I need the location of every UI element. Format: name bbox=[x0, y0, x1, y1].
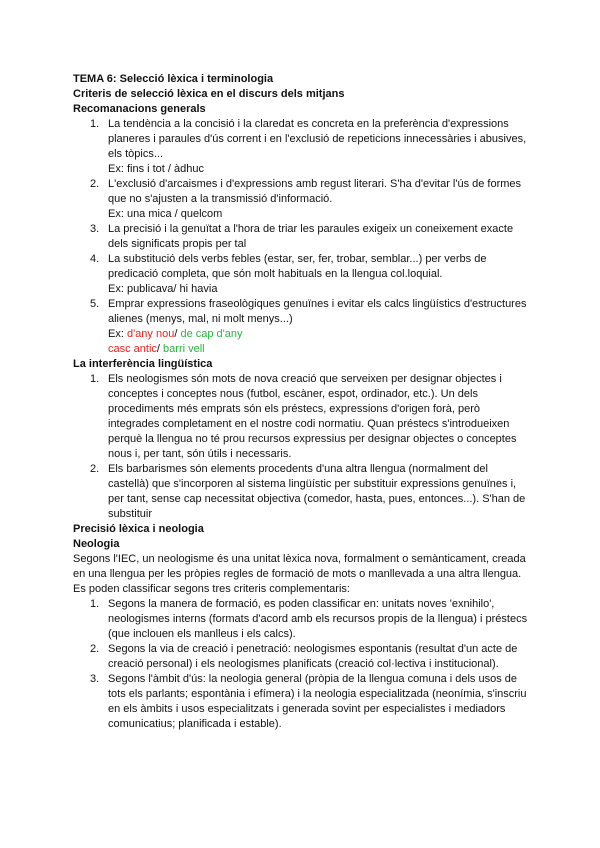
subheading-neologia: Neologia bbox=[73, 538, 120, 550]
example-prefix: Ex: bbox=[108, 328, 127, 340]
list-number: 4. bbox=[90, 253, 100, 265]
list-item bbox=[73, 297, 530, 357]
list-number: 3. bbox=[90, 223, 100, 235]
recomanacions-list bbox=[73, 117, 530, 357]
list-item bbox=[73, 252, 530, 297]
list-text: Segons la manera de formació, es poden classificar en: unitats noves 'exnihilo', neologismes interns (formats d'acord amb els recursos propis de la llengua) i préstecs (que inclouen els manlleus i els calcs). bbox=[108, 598, 528, 640]
list-item bbox=[73, 177, 530, 222]
interferencia-list bbox=[73, 372, 530, 522]
criteris-list bbox=[73, 597, 530, 732]
list-item bbox=[73, 462, 530, 522]
list-number: 3. bbox=[90, 673, 100, 685]
list-item bbox=[73, 372, 530, 462]
list-example: Ex: fins i tot / àdhuc bbox=[108, 163, 204, 175]
list-item bbox=[73, 642, 530, 672]
list-number: 5. bbox=[90, 298, 100, 310]
list-text: Els neologismes són mots de nova creació que serveixen per designar objectes i conceptes i conceptes nous (futbol, escàner, espot, ordinador, etc.). Un dels procediments més emprats són els préstecs, expressions d'origen forà, però integrades completament en el nostre codi normatiu. Quan préstecs s'introdueixen perquè la llengua no té prou recursos expressius per designar objectes o conceptes nous i, per tant, són útils i necessaris. bbox=[108, 373, 517, 460]
list-text: La tendència a la concisió i la claredat es concreta en la preferència d'expressions planeres i paraules d'ús corrent i en l'exclusió de repeticions innecessàries i abusives, els tòpics... bbox=[108, 118, 527, 160]
list-example: Ex: una mica / quelcom bbox=[108, 208, 223, 220]
doc-subtitle: Criteris de selecció lèxica en el discurs dels mitjans bbox=[73, 88, 345, 100]
list-item bbox=[73, 597, 530, 642]
list-item bbox=[73, 117, 530, 177]
section-heading-recomanacions: Recomanacions generals bbox=[73, 103, 206, 115]
doc-title: TEMA 6: Selecció lèxica i terminologia bbox=[73, 73, 274, 85]
list-text: Els barbarismes són elements procedents d'una altra llengua (normalment del castellà) que s'incorporen al sistema lingüístic per substituir expressions genuïnes i, per tant, sense cap necessitat objectiva (comedor, hasta, pues, entonces...). S'han de substituir bbox=[108, 463, 526, 520]
correct-example: de cap d'any bbox=[180, 328, 243, 340]
paragraph-definition: Segons l'IEC, un neologisme és una unitat lèxica nova, formalment o semànticament, creada en una llengua per les pròpies regles de formació de mots o manllevada a una altra llengua. bbox=[73, 553, 526, 580]
list-text: Segons la via de creació i penetració: neologismes espontanis (resultat d'un acte de creació personal) i els neologismes planificats (creació col·lectiva i institucional). bbox=[108, 643, 518, 670]
section-heading-interferencia: La interferència lingüística bbox=[73, 358, 213, 370]
example-separator: / bbox=[156, 343, 164, 355]
list-example: Ex: publicava/ hi havia bbox=[108, 283, 218, 295]
list-number: 1. bbox=[90, 373, 100, 385]
list-number: 2. bbox=[90, 178, 100, 190]
correct-example: barri vell bbox=[163, 343, 205, 355]
list-number: 2. bbox=[90, 643, 100, 655]
list-item bbox=[73, 672, 530, 732]
paragraph-intro: Es poden classificar segons tres criteris complementaris: bbox=[73, 583, 350, 595]
list-item bbox=[73, 222, 530, 252]
section-heading-precisio: Precisió lèxica i neologia bbox=[73, 523, 204, 535]
list-text: L'exclusió d'arcaismes i d'expressions amb regust literari. S'ha d'evitar l'ús de formes que no s'ajusten a la transmissió d'informació. bbox=[108, 178, 522, 205]
list-number: 1. bbox=[90, 118, 100, 130]
incorrect-example: casc antic bbox=[108, 343, 157, 355]
list-text: Segons l'àmbit d'ús: la neologia general (pròpia de la llengua comuna i dels usos de tots els parlants; espontània i efímera) i la neologia especialitzada (neonímia, s'inscriu en els àmbits i usos especialitzats i generada sovint per especialistes i mediadors comunicatius; planificada i estable). bbox=[108, 673, 527, 730]
list-number: 2. bbox=[90, 463, 100, 475]
list-text: La precisió i la genuïtat a l'hora de triar les paraules exigeix un coneixement exacte dels significats propis per tal bbox=[108, 223, 514, 250]
example-separator: / bbox=[174, 328, 181, 340]
list-number: 1. bbox=[90, 598, 100, 610]
list-text: Emprar expressions fraseològiques genuïnes i evitar els calcs lingüístics d'estructures alienes (menys, mal, ni molt menys...) bbox=[108, 298, 527, 325]
list-text: La substitució dels verbs febles (estar, ser, fer, trobar, semblar...) per verbs de predicació completa, que són molt habituals en la llengua col.loquial. bbox=[108, 253, 487, 280]
incorrect-example: d'any nou bbox=[126, 328, 175, 340]
